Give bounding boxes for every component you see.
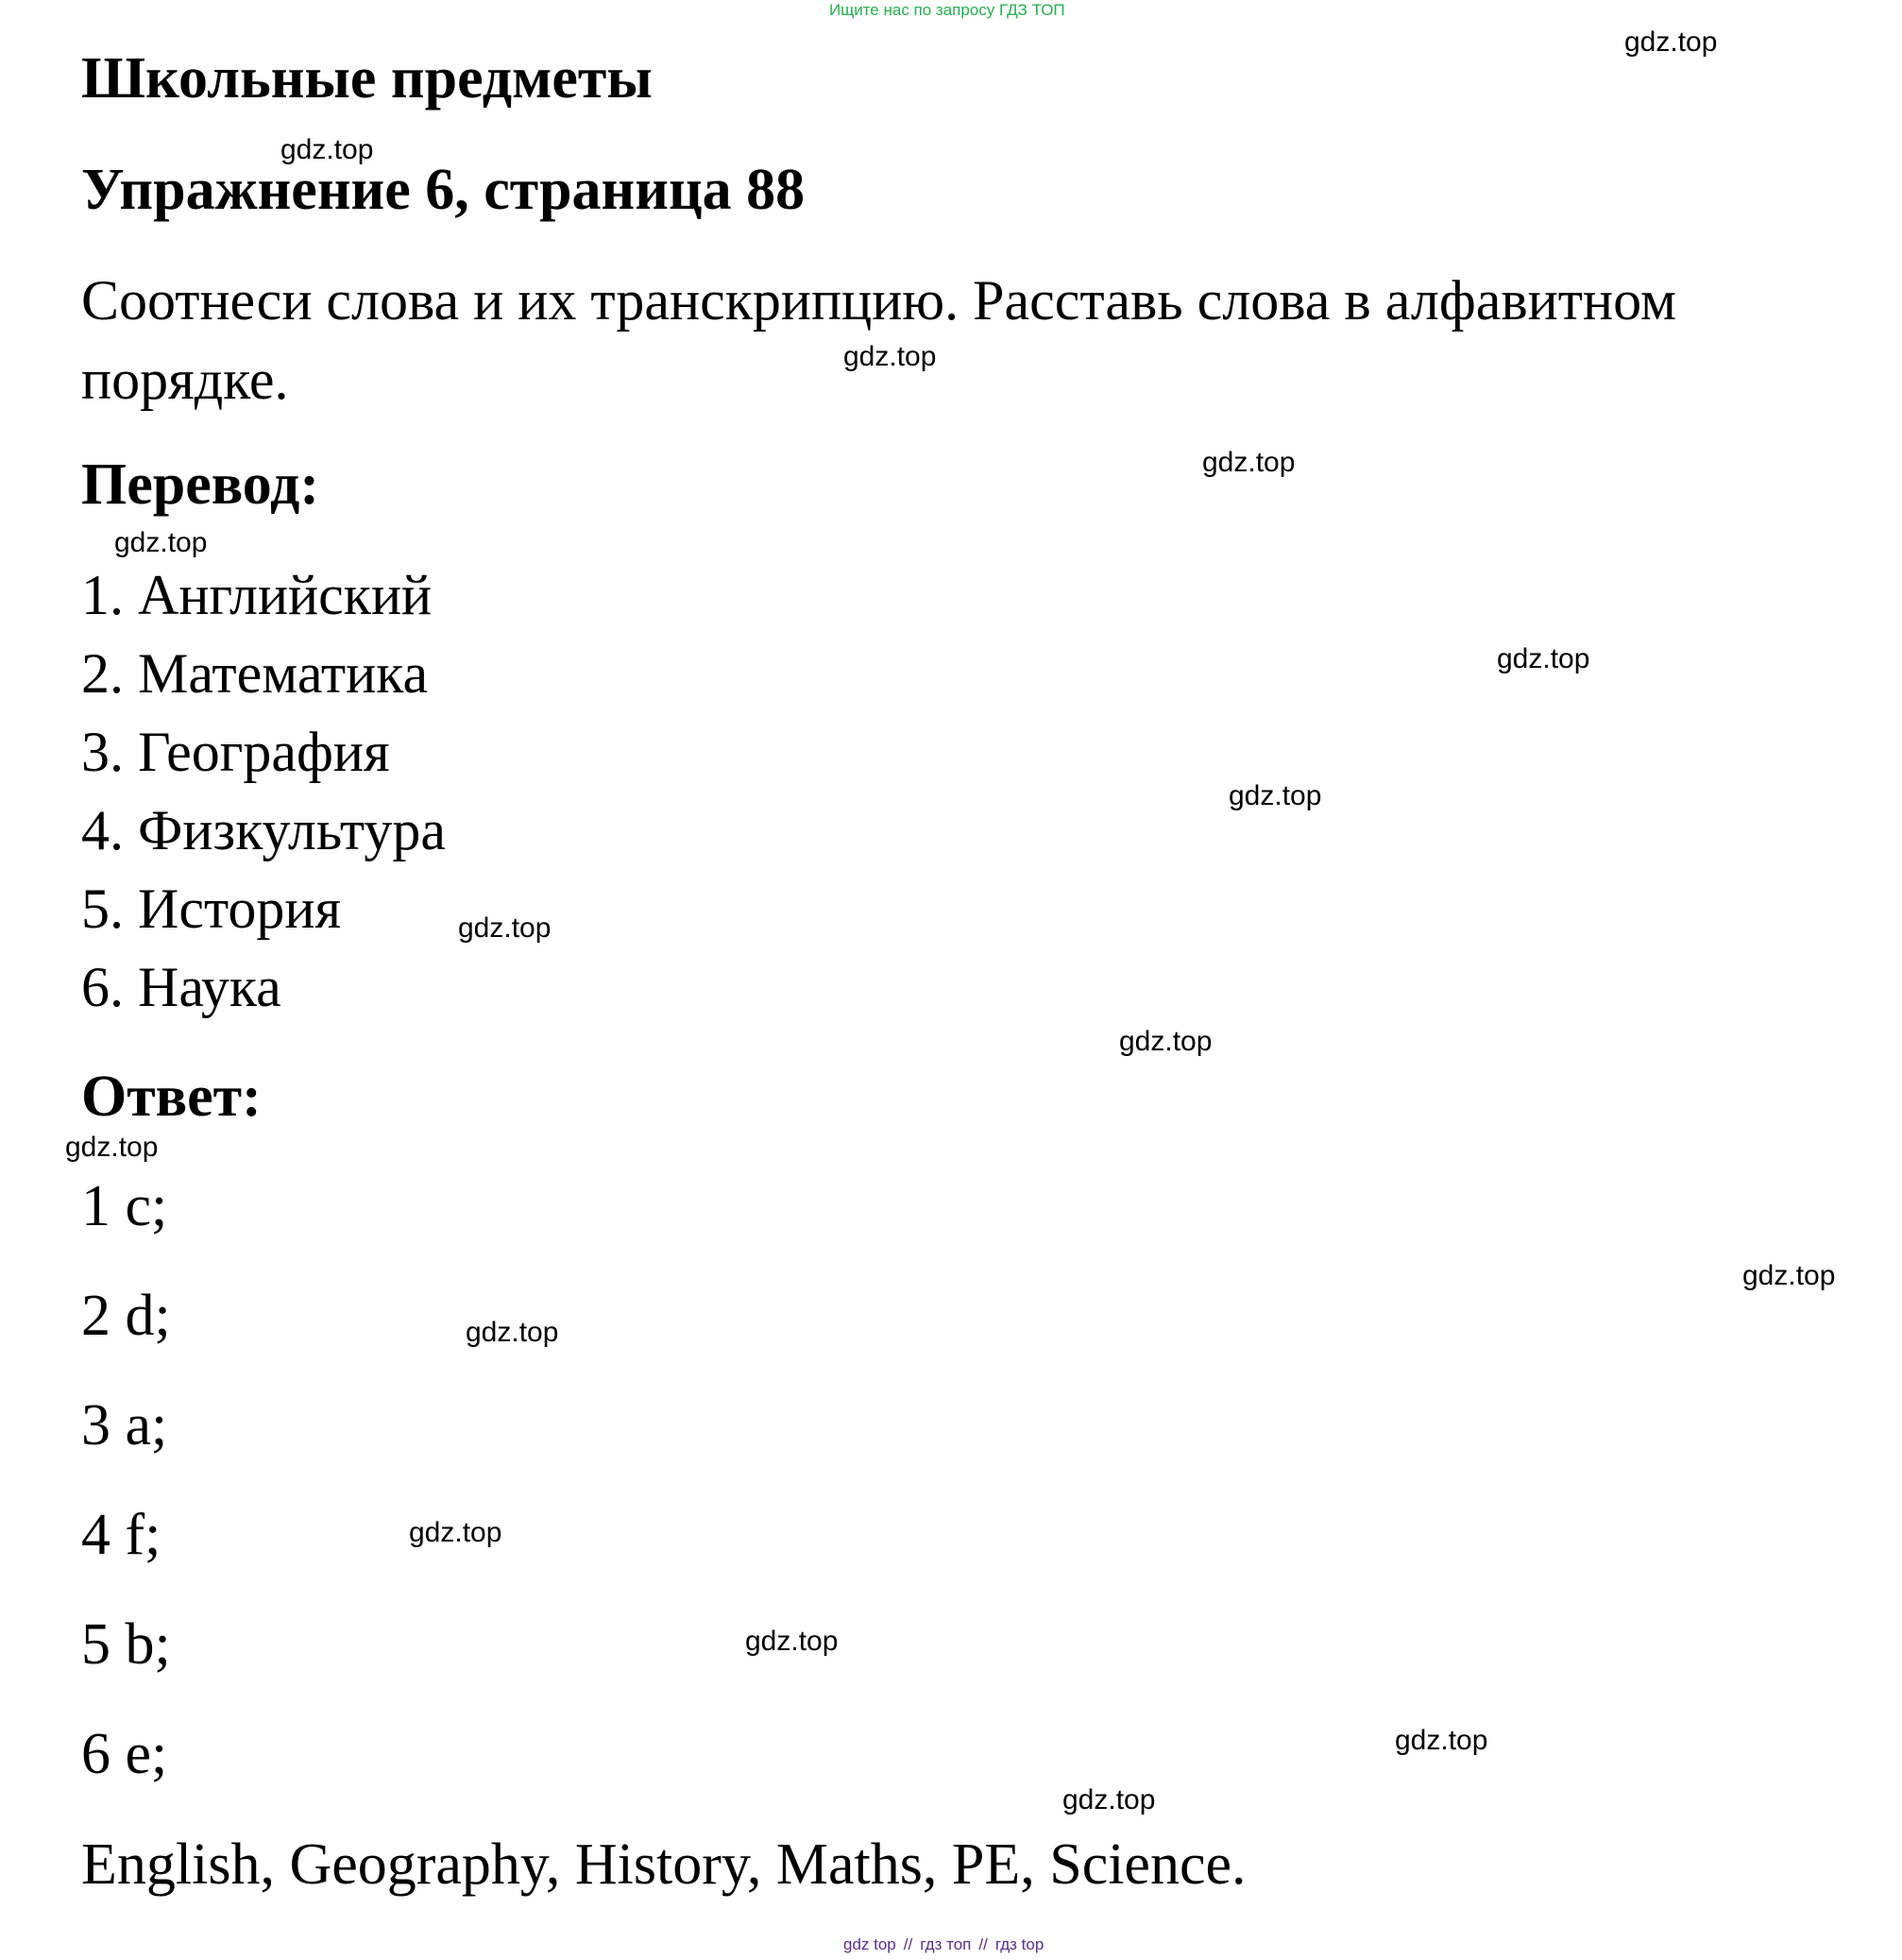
watermark: gdz.top bbox=[1062, 1784, 1156, 1815]
exercise-heading: Упражнение 6, страница 88 bbox=[81, 158, 806, 222]
page-title: Школьные предметы bbox=[81, 46, 653, 111]
translation-item: 6. Наука bbox=[81, 956, 281, 1018]
answer-item: 5 b; bbox=[81, 1612, 171, 1677]
answer-heading: Ответ: bbox=[81, 1065, 262, 1129]
watermark: gdz.top bbox=[65, 1132, 159, 1163]
watermark: gdz.top bbox=[1497, 643, 1590, 674]
answer-item: 6 e; bbox=[81, 1722, 168, 1786]
translation-item: 1. Английский bbox=[81, 564, 433, 626]
watermark: gdz.top bbox=[280, 134, 374, 165]
watermark: gdz.top bbox=[1395, 1725, 1488, 1756]
watermark: gdz.top bbox=[1742, 1260, 1836, 1291]
watermark: gdz.top bbox=[1229, 780, 1322, 811]
watermark: gdz.top bbox=[409, 1517, 502, 1548]
watermark: gdz.top bbox=[458, 912, 552, 944]
footer-part: gdz top bbox=[843, 1935, 896, 1953]
watermark: gdz.top bbox=[114, 527, 208, 558]
answer-item: 1 c; bbox=[81, 1174, 168, 1238]
footer-separator: // bbox=[978, 1935, 988, 1953]
answer-item: 4 f; bbox=[81, 1503, 161, 1567]
translation-item: 5. История bbox=[81, 878, 342, 940]
translation-item: 3. География bbox=[81, 721, 390, 783]
alphabetical-answer: English, Geography, History, Maths, PE, Science. bbox=[81, 1832, 1247, 1897]
translation-item: 2. Математика bbox=[81, 642, 429, 705]
footer-part: гдз top bbox=[994, 1935, 1044, 1953]
watermark: gdz.top bbox=[466, 1317, 559, 1348]
answer-item: 2 d; bbox=[81, 1284, 171, 1348]
translation-item: 4. Физкультура bbox=[81, 799, 446, 861]
watermark: gdz.top bbox=[745, 1626, 839, 1657]
watermark: gdz.top bbox=[1119, 1026, 1213, 1057]
footer-note bbox=[843, 1935, 1044, 1954]
watermark: gdz.top bbox=[843, 341, 937, 372]
footer-part: гдз топ bbox=[920, 1935, 972, 1953]
watermark: gdz.top bbox=[1202, 447, 1296, 478]
search-hint: Ищите нас по запросу ГДЗ ТОП bbox=[829, 1, 1065, 19]
translation-heading: Перевод: bbox=[81, 452, 320, 517]
footer-separator: // bbox=[903, 1935, 913, 1953]
watermark: gdz.top bbox=[1624, 26, 1718, 58]
task-text: Соотнеси слова и их транскрипцию. Расставь слова в алфавитном порядке. bbox=[81, 269, 1676, 411]
answer-item: 3 a; bbox=[81, 1393, 168, 1457]
